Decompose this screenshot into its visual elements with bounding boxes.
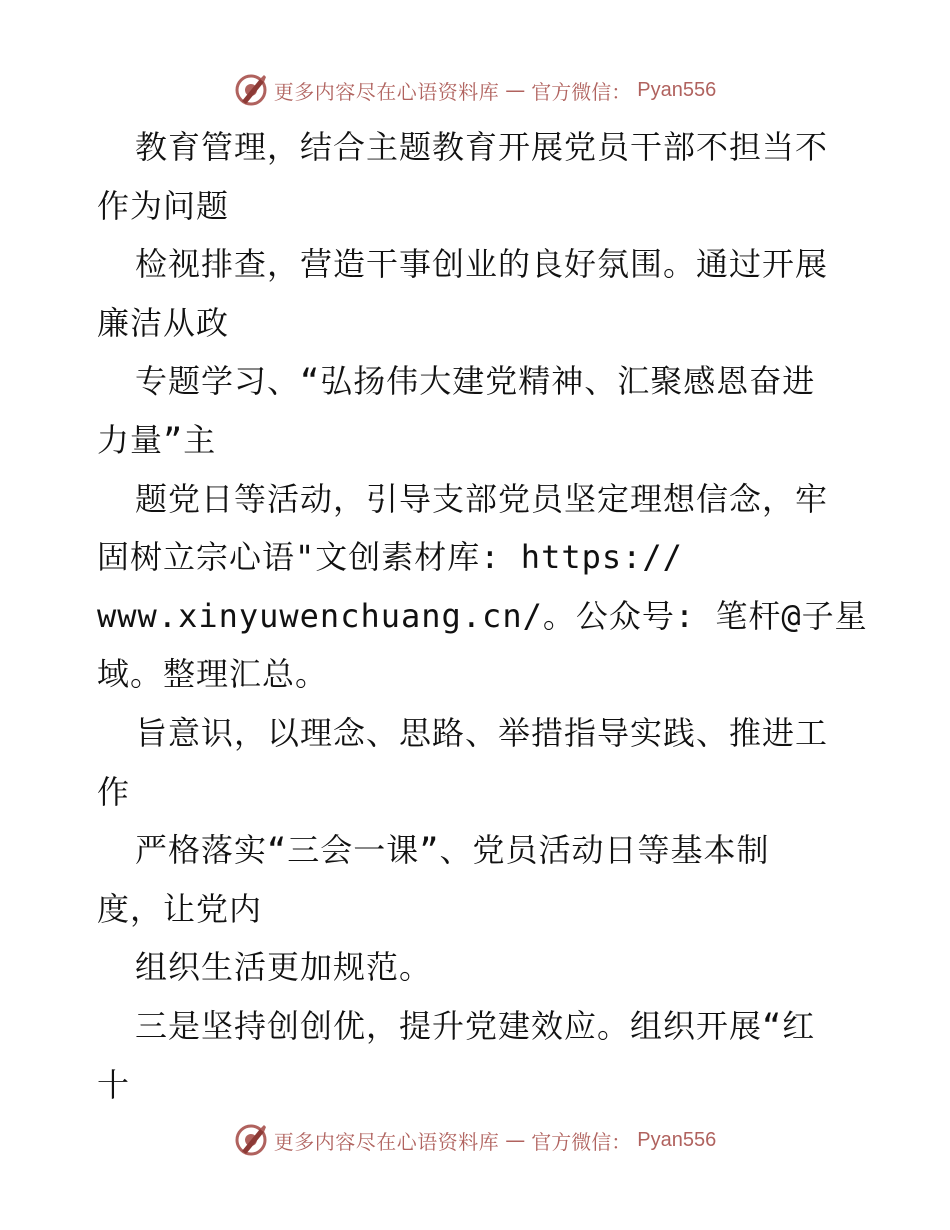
banner-slogan: 更多内容尽在心语资料库 — [273, 79, 500, 104]
text-line: 廉洁从政 — [97, 303, 230, 342]
text-line: 力量”主 — [97, 420, 217, 459]
banner-wechat-label: 官方微信： — [531, 79, 632, 104]
pen-logo-icon — [234, 73, 268, 107]
text-line: 检视排查，营造干事创业的良好氛围。通过开展 — [135, 245, 829, 284]
header-banner — [0, 70, 950, 110]
text-line: 严格落实“三会一课”、党员活动日等基本制 — [135, 831, 770, 870]
pen-logo-icon — [234, 1123, 268, 1157]
banner-wechat-label: 官方微信： — [531, 1129, 632, 1154]
banner-separator: — — [505, 78, 526, 102]
document-body — [97, 118, 867, 1114]
text-line: 组织生活更加规范。 — [135, 948, 433, 987]
text-line: 域。整理汇总。 — [97, 655, 329, 694]
banner-separator: — — [505, 1128, 526, 1152]
banner-wechat-id: Pyan556 — [637, 78, 717, 101]
header-banner-inner — [234, 73, 716, 107]
text-line: 固树立宗心语"文创素材库: https:// — [97, 538, 683, 577]
footer-banner — [0, 1120, 950, 1160]
banner-wechat-id: Pyan556 — [637, 1128, 717, 1151]
text-line: 度，让党内 — [97, 889, 263, 928]
text-line: 作为问题 — [97, 186, 230, 225]
text-line: 专题学习、“弘扬伟大建党精神、汇聚感恩奋进 — [135, 362, 816, 401]
text-line: 题党日等活动，引导支部党员坚定理想信念，牢 — [135, 479, 829, 518]
text-line: 十 — [97, 1065, 131, 1104]
text-line: 三是坚持创创优，提升党建效应。组织开展“红 — [135, 1006, 816, 1045]
footer-banner-inner — [234, 1123, 716, 1157]
text-line: 作 — [97, 772, 131, 811]
text-line: 旨意识，以理念、思路、举措指导实践、推进工 — [135, 713, 829, 752]
text-line: 教育管理，结合主题教育开展党员干部不担当不 — [135, 128, 829, 166]
text-line: www.xinyuwenchuang.cn/。公众号: 笔杆@子星 — [97, 596, 868, 635]
banner-slogan: 更多内容尽在心语资料库 — [273, 1129, 500, 1154]
